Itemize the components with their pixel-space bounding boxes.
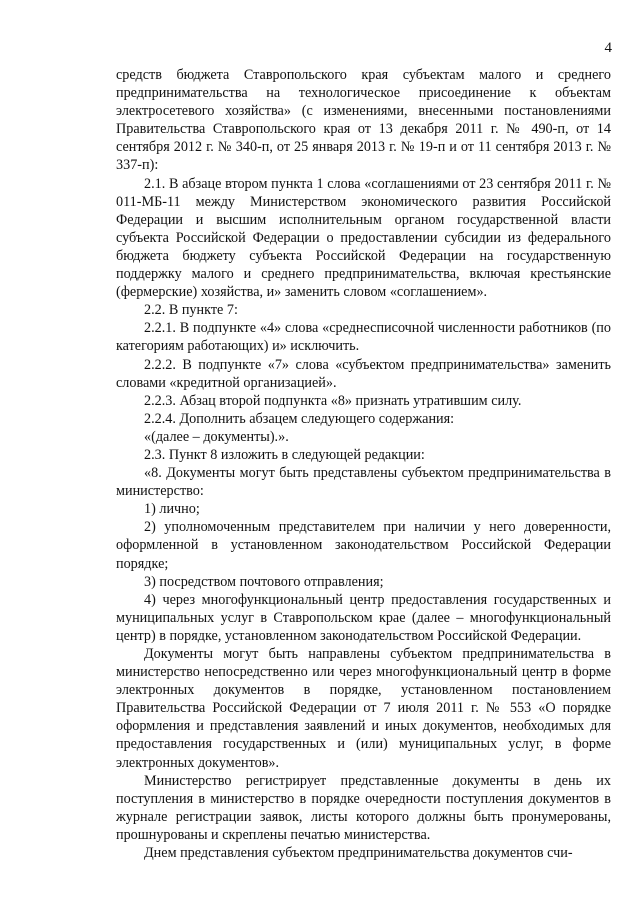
paragraph-quote-documents: «(далее – документы).». (144, 428, 289, 445)
paragraph-2-2-1: 2.2.1. В подпункте «4» слова «среднесписочной численности работников (по категориям работающих) и» исключить. (116, 320, 611, 355)
list-item-1: 1) лично; (144, 501, 200, 518)
paragraph-8: «8. Документы могут быть представлены субъектом предпринимательства в министерство: (116, 465, 611, 500)
paragraph-2-2-4: 2.2.4. Дополнить абзацем следующего содержания: (144, 410, 455, 427)
list-item-2: 2) уполномоченным представителем при наличии у него доверенности, оформленной в установленном законодательством Российской Федерации порядке; (116, 519, 611, 572)
document-body (116, 66, 611, 862)
paragraph-2-2-2: 2.2.2. В подпункте «7» слова «субъектом предпринимательства» заменить словами «кредитной организацией». (116, 356, 611, 391)
paragraph-continuation: средств бюджета Ставропольского края субъектам малого и среднего предпринимательства на технологическое присоединение к объектам электросетевого хозяйства» (с изменениями, внесенными постановлениями Правительства Ставропольского края от 13 декабря 2011 г. № 490-п, от 14 сентября 2012 г. № 340-п, от 25 января 2013 г. № 19-п и от 11 сентября 2013 г. № 337-п): (116, 67, 611, 174)
paragraph-2-1: 2.1. В абзаце втором пункта 1 слова «соглашениями от 23 сентября 2011 г. № 011-МБ-11 между Министерством экономического развития Российской Федерации и высшим исполнительным органом государственной власти субъекта Российской Федерации о предоставлении субсидии из федерального бюджета бюджету субъекта Российской Федерации на государственную поддержку малого и среднего предпринимательства, включая крестьянские (фермерские) хозяйства, и» заменить словом «соглашением». (116, 175, 611, 301)
paragraph-registration: Министерство регистрирует представленные документы в день их поступления в министерство в порядке очередности поступления документов в журнале регистрации заявок, листы которого должны быть пронумерованы, прошнурованы и скреплены печатью министерства. (116, 772, 611, 843)
list-item-3: 3) посредством почтового отправления; (144, 573, 384, 590)
paragraph-2-2-3: 2.2.3. Абзац второй подпункта «8» признать утратившим силу. (144, 392, 522, 409)
paragraph-submission-date: Днем представления субъектом предпринимательства документов счи- (144, 845, 573, 862)
list-item-4: 4) через многофункциональный центр предоставления государственных и муниципальных услуг в Ставропольском крае (далее – многофункциональный центр) в порядке, установленном законодательством Российской Федерации. (116, 591, 611, 644)
paragraph-electronic-documents: Документы могут быть направлены субъектом предпринимательства в министерство непосредственно или через многофункциональный центр в форме электронных документов в порядке, установленном постановлением Правительства Российской Федерации от 7 июля 2011 г. № 553 «О порядке оформления и представления заявлений и иных документов, необходимых для предоставления государственных и (или) муниципальных услуг, в форме электронных документов». (116, 646, 611, 771)
paragraph-2-3: 2.3. Пункт 8 изложить в следующей редакции: (144, 446, 425, 463)
page-number: 4 (604, 40, 612, 56)
paragraph-2-2: 2.2. В пункте 7: (144, 302, 238, 319)
